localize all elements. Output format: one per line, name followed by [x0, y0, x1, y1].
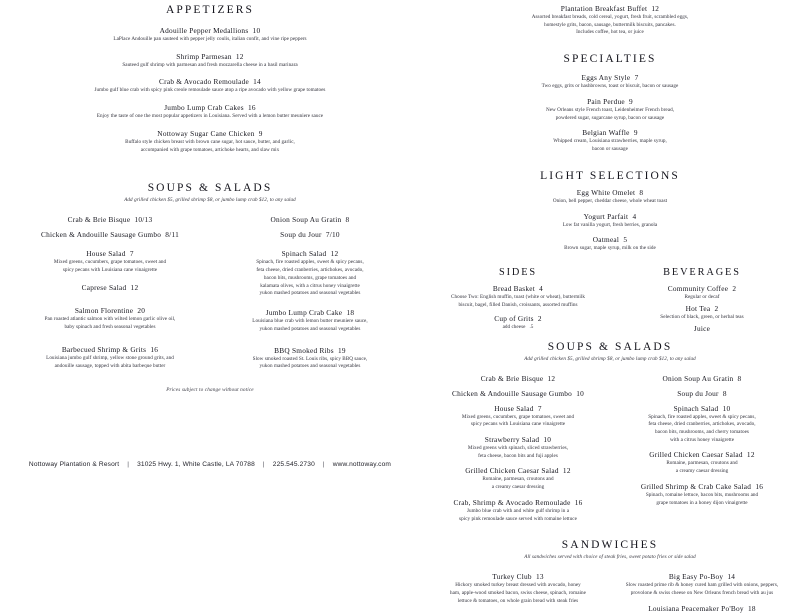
item-name: Soup du Jour 8 [677, 388, 727, 398]
footer-separator: | [127, 461, 130, 468]
item-description: Assorted breakfast breads, cold cereal, yogurt, fresh fruit, scrambled eggs, homestyle grits, bacon, sausage, buttermilk biscuits, pancakes. Includes coffee, hot tea, or juice [531, 14, 689, 36]
light-selections-list [426, 188, 794, 253]
menu-item [426, 498, 610, 523]
item-name: Crab, Shrimp & Avocado Remoulade 16 [453, 497, 583, 507]
item-description: Spinach, romaine lettuce, bacon bits, mushrooms and grape tomatoes in a honey dijon vinaigrette [645, 491, 759, 506]
item-description: Mixed greens, cucumbers, grape tomatoes, sweet and spicy pecans with Louisiana cane vinaigrette [461, 413, 575, 428]
right-column [420, 0, 800, 613]
item-name: Cup of Grits 2 [494, 313, 542, 323]
section-note: Add grilled chicken $5, grilled shrimp $8, or jumbo lump crab $12, to any salad [524, 355, 696, 362]
sandwiches-col-2 [610, 572, 794, 612]
sides-beverages-grid [426, 267, 794, 332]
item-name: House Salad 7 [86, 249, 134, 259]
item-description: LaPlace Andouille pan sauteed with pepper jelly coulis, italian confit, and vine ripe peppers [113, 36, 307, 42]
item-name: Nottoway Sugar Cane Chicken 9 [157, 128, 263, 138]
menu-item [10, 230, 210, 239]
footer-separator: | [262, 461, 265, 468]
item-description: Two eggs, grits or hashbrowns, toast or biscuit, bacon or sausage [541, 83, 679, 90]
item-name: Jumbo Lump Crab Cake 18 [265, 308, 355, 318]
item-name: Salmon Florentine 20 [74, 305, 146, 315]
footer-separator: | [322, 461, 325, 468]
item-name: Grilled Shrimp & Crab Cake Salad 16 [640, 481, 764, 491]
item-name: Chicken & Andouille Sausage Gumbo 10 [451, 388, 585, 398]
item-description: Mixed greens, cucumbers, grape tomatoes, sweet and spicy pecans with Louisiana cane vinaigrette [53, 259, 167, 274]
item-name: Plantation Breakfast Buffet 12 [560, 4, 660, 13]
footer-website-link[interactable]: www.nottoway.com [332, 461, 392, 468]
item-description: Spinach, fire roasted apples, sweet & spicy pecans, feta cheese, dried cranberries, artichokes, avocado, bacon bits, mushrooms, grape tomatoes and kalamata olives, with a citrus honey vinaigrette yukon mashed potatoes and seasonal vegetables [256, 259, 364, 297]
item-name: Big Easy Po-Boy 14 [668, 572, 736, 582]
item-name: Adouille Pepper Medallions 10 [159, 26, 261, 35]
item-description: New Orleans style French toast, Leidenheimer French bread, powdered sugar, sugarcane syrup, bacon or sausage [545, 106, 675, 121]
footer-address: 31025 Hwy. 1, White Castle, LA 70788 [137, 461, 255, 468]
section-heading-light-selections: LIGHT SELECTIONS [540, 169, 680, 182]
item-description: Low fat vanilla yogurt, fresh berries, granola [562, 221, 658, 228]
menu-item [426, 466, 610, 491]
menu-item [10, 249, 210, 274]
item-name: Shrimp Parmesan 12 [176, 51, 244, 61]
item-name: Hot Tea 2 [685, 303, 719, 313]
item-description: Romaine, parmesan, croutons and a creamy caesar dressing [482, 476, 554, 491]
menu-item [10, 283, 210, 292]
item-name: Crab & Brie Bisque 10/13 [67, 215, 153, 225]
item-description: Whipped cream, Louisiana strawberries, maple syrup, bacon or sausage [553, 138, 667, 153]
menu-item [210, 346, 410, 371]
footer-contact [0, 461, 420, 468]
sandwiches-col-1 [426, 572, 610, 612]
soups-salads-left-col-1 [10, 215, 210, 371]
beverages-block [610, 267, 794, 332]
item-name: Oatmeal 5 [592, 235, 628, 245]
section-heading-appetizers: APPETIZERS [165, 4, 255, 16]
item-name: BBQ Smoked Ribs 19 [274, 345, 346, 355]
section-note: Add grilled chicken $5, grilled shrimp $8, or jumbo lump crab $12, to any salad [124, 197, 296, 204]
menu-item [426, 73, 794, 91]
menu-item [426, 404, 610, 429]
menu-item [426, 314, 610, 332]
item-name: Crab & Avocado Remoulade 14 [159, 77, 261, 87]
menu-item [10, 103, 410, 121]
item-name: Soup du Jour 7/10 [280, 230, 340, 240]
menu-item [426, 128, 794, 153]
item-name: Spinach Salad 10 [673, 403, 731, 413]
item-description: Sauteed gulf shrimp with parmesan and fresh mozzarella cheese in a basil marinara [122, 61, 298, 68]
menu-item [10, 129, 410, 154]
item-description: Spinach, fire roasted apples, sweet & spicy pecans, feta cheese, dried cranberries, artichokes, avocado, bacon bits, mushrooms, and cherry tomatoes with a citrus honey vinaigrette [648, 413, 756, 443]
item-description: Jumbo gulf blue crab with spicy pink creole remoulade sauce atop a ripe avocado with yellow grape tomatoes [94, 87, 326, 94]
menu-item [210, 249, 410, 298]
section-heading-beverages: BEVERAGES [663, 267, 741, 279]
item-description: Brown sugar, maple syrup, milk on the side [564, 245, 656, 252]
item-name: Community Coffee 2 [667, 284, 737, 294]
menu-item [426, 374, 610, 383]
menu-item [210, 230, 410, 239]
item-name: Grilled Chicken Caesar Salad 12 [465, 466, 571, 476]
price-disclaimer: Prices subject to change without notice [166, 387, 254, 394]
item-name: Caprese Salad 12 [81, 282, 139, 292]
item-description: Enjoy the taste of one the most popular appetizers in Louisiana. Served with a lemon butter meuniere sauce [96, 113, 324, 120]
section-heading-sides: SIDES [498, 267, 538, 279]
section-heading-soups-salads-right: SOUPS & SALADS [547, 340, 673, 353]
item-description: Buffalo style chicken breast with brown cane sugar, hot sauce, butter, and garlic, accompanied with grape tomatoes, artichoke hearts, and slaw mix [125, 138, 295, 153]
item-name: Pain Perdue 9 [587, 96, 633, 106]
menu-item [426, 284, 610, 309]
menu-item [210, 308, 410, 333]
menu-item [610, 572, 794, 597]
section-heading-specialties: SPECIALTIES [563, 53, 657, 66]
section-note: All sandwiches served with choice of steak fries, sweet potato fries or side salad [524, 554, 696, 561]
menu-item [10, 26, 410, 44]
item-description: Hickory smoked turkey breast dressed with avocado, honey ham, apple-wood smoked bacon, swiss cheese, spinach, romaine lettuce & tomatoes, on whole grain bread with steak fries [450, 582, 586, 604]
menu-item [610, 304, 794, 322]
item-description: Slow roasted prime rib & honey cured ham grilled with onions, peppers, provolone & swiss cheese on New Orleans french bread with au jus [625, 582, 779, 597]
item-description: Slow smoked roasted St. Louis ribs, spicy BBQ sauce, yukon mashed potatoes and seasonal vegetables [252, 355, 368, 370]
menu-item [10, 345, 210, 370]
sandwiches-grid [426, 572, 794, 612]
item-name: Belgian Waffle 9 [582, 128, 638, 138]
item-name: Grilled Chicken Caesar Salad 12 [649, 450, 755, 460]
item-name: Onion Soup Au Gratin 8 [270, 215, 350, 225]
menu-item [610, 389, 794, 398]
menu-item [10, 52, 410, 70]
item-name: Turkey Club 13 [492, 572, 544, 582]
menu-item [426, 389, 610, 398]
soups-salads-right-grid [426, 374, 794, 524]
item-description: Pan roasted atlantic salmon with wilted lemon garlic olive oil, baby spinach and fresh seasonal vegetables [44, 315, 176, 330]
menu-item [610, 284, 794, 302]
menu-item [610, 450, 794, 475]
footer-resort-name: Nottoway Plantation & Resort [28, 461, 120, 468]
item-description: Jumbo blue crab with and white gulf shrimp in a spicy pink remoulade sauce served with romaine lettuce [459, 507, 577, 522]
footer-phone[interactable]: 225.545.2730 [272, 461, 315, 468]
item-name: Chicken & Andouille Sausage Gumbo 8/11 [41, 230, 179, 240]
menu-item [210, 215, 410, 224]
item-description: Selection of black, green, or herbal teas [660, 313, 744, 320]
item-name: Bread Basket 4 [492, 284, 544, 294]
section-heading-soups-salads-left: SOUPS & SALADS [147, 182, 273, 195]
menu-item [426, 212, 794, 230]
item-description: Louisiana jumbo gulf shrimp, yellow stone ground grits, and andouille sausage, topped with abita barbeque butter [46, 355, 174, 370]
item-name: Jumbo Lump Crab Cakes 16 [164, 103, 256, 113]
item-description: Regular or decaf [684, 294, 720, 301]
item-name: Onion Soup Au Gratin 8 [662, 373, 742, 383]
specialties-list [426, 73, 794, 154]
menu-item-breakfast-buffet [426, 4, 794, 37]
menu-item [426, 572, 610, 605]
menu-item [610, 604, 794, 613]
menu-item [426, 188, 794, 206]
menu-item [610, 374, 794, 383]
item-name: Juice [693, 323, 711, 333]
item-description: Choose Two: English muffin, toast (white or wheat), buttermilk biscuit, bagel, filled Danish, croissants, assorted muffins [451, 294, 585, 308]
section-heading-sandwiches: SANDWICHES [561, 539, 659, 552]
item-description: Onion, bell pepper, cheddar cheese, whole wheat toast [552, 197, 668, 204]
menu-item [610, 482, 794, 507]
item-description: Mixed greens with spinach, sliced strawberries, feta cheese, bacon bits and fuji apples [467, 445, 569, 459]
menu-item [426, 235, 794, 253]
soups-salads-right-col-2 [610, 374, 794, 524]
menu-item [10, 215, 210, 224]
item-name: Crab & Brie Bisque 12 [480, 373, 556, 383]
appetizers-list [10, 26, 410, 154]
item-name: Louisiana Peacemaker Po'Boy 18 [648, 603, 756, 613]
item-name: Strawberry Salad 10 [484, 435, 552, 445]
menu-item [426, 435, 610, 460]
soups-salads-right-col-1 [426, 374, 610, 524]
item-name: Egg White Omelet 8 [576, 187, 644, 197]
sides-block [426, 267, 610, 332]
item-name: Spinach Salad 12 [281, 249, 339, 259]
soups-salads-left-col-2 [210, 215, 410, 371]
menu-item [10, 306, 210, 331]
item-description: add cheese .5 [502, 323, 534, 330]
menu-item [10, 77, 410, 95]
item-name: Eggs Any Style 7 [581, 73, 639, 83]
menu-item [610, 404, 794, 445]
item-name: Barbecued Shrimp & Grits 16 [61, 345, 159, 355]
menu-item [610, 324, 794, 333]
soups-salads-left-grid [10, 215, 410, 371]
menu-item [426, 97, 794, 122]
item-description: Louisiana blue crab with lemon butter meuniere sauce, yukon mashed potatoes and seasonal vegetables [252, 318, 368, 332]
item-name: Yogurt Parfait 4 [583, 211, 637, 221]
item-name: House Salad 7 [494, 403, 542, 413]
item-description: Romaine, parmesan, croutons and a creamy caesar dressing [666, 460, 738, 475]
